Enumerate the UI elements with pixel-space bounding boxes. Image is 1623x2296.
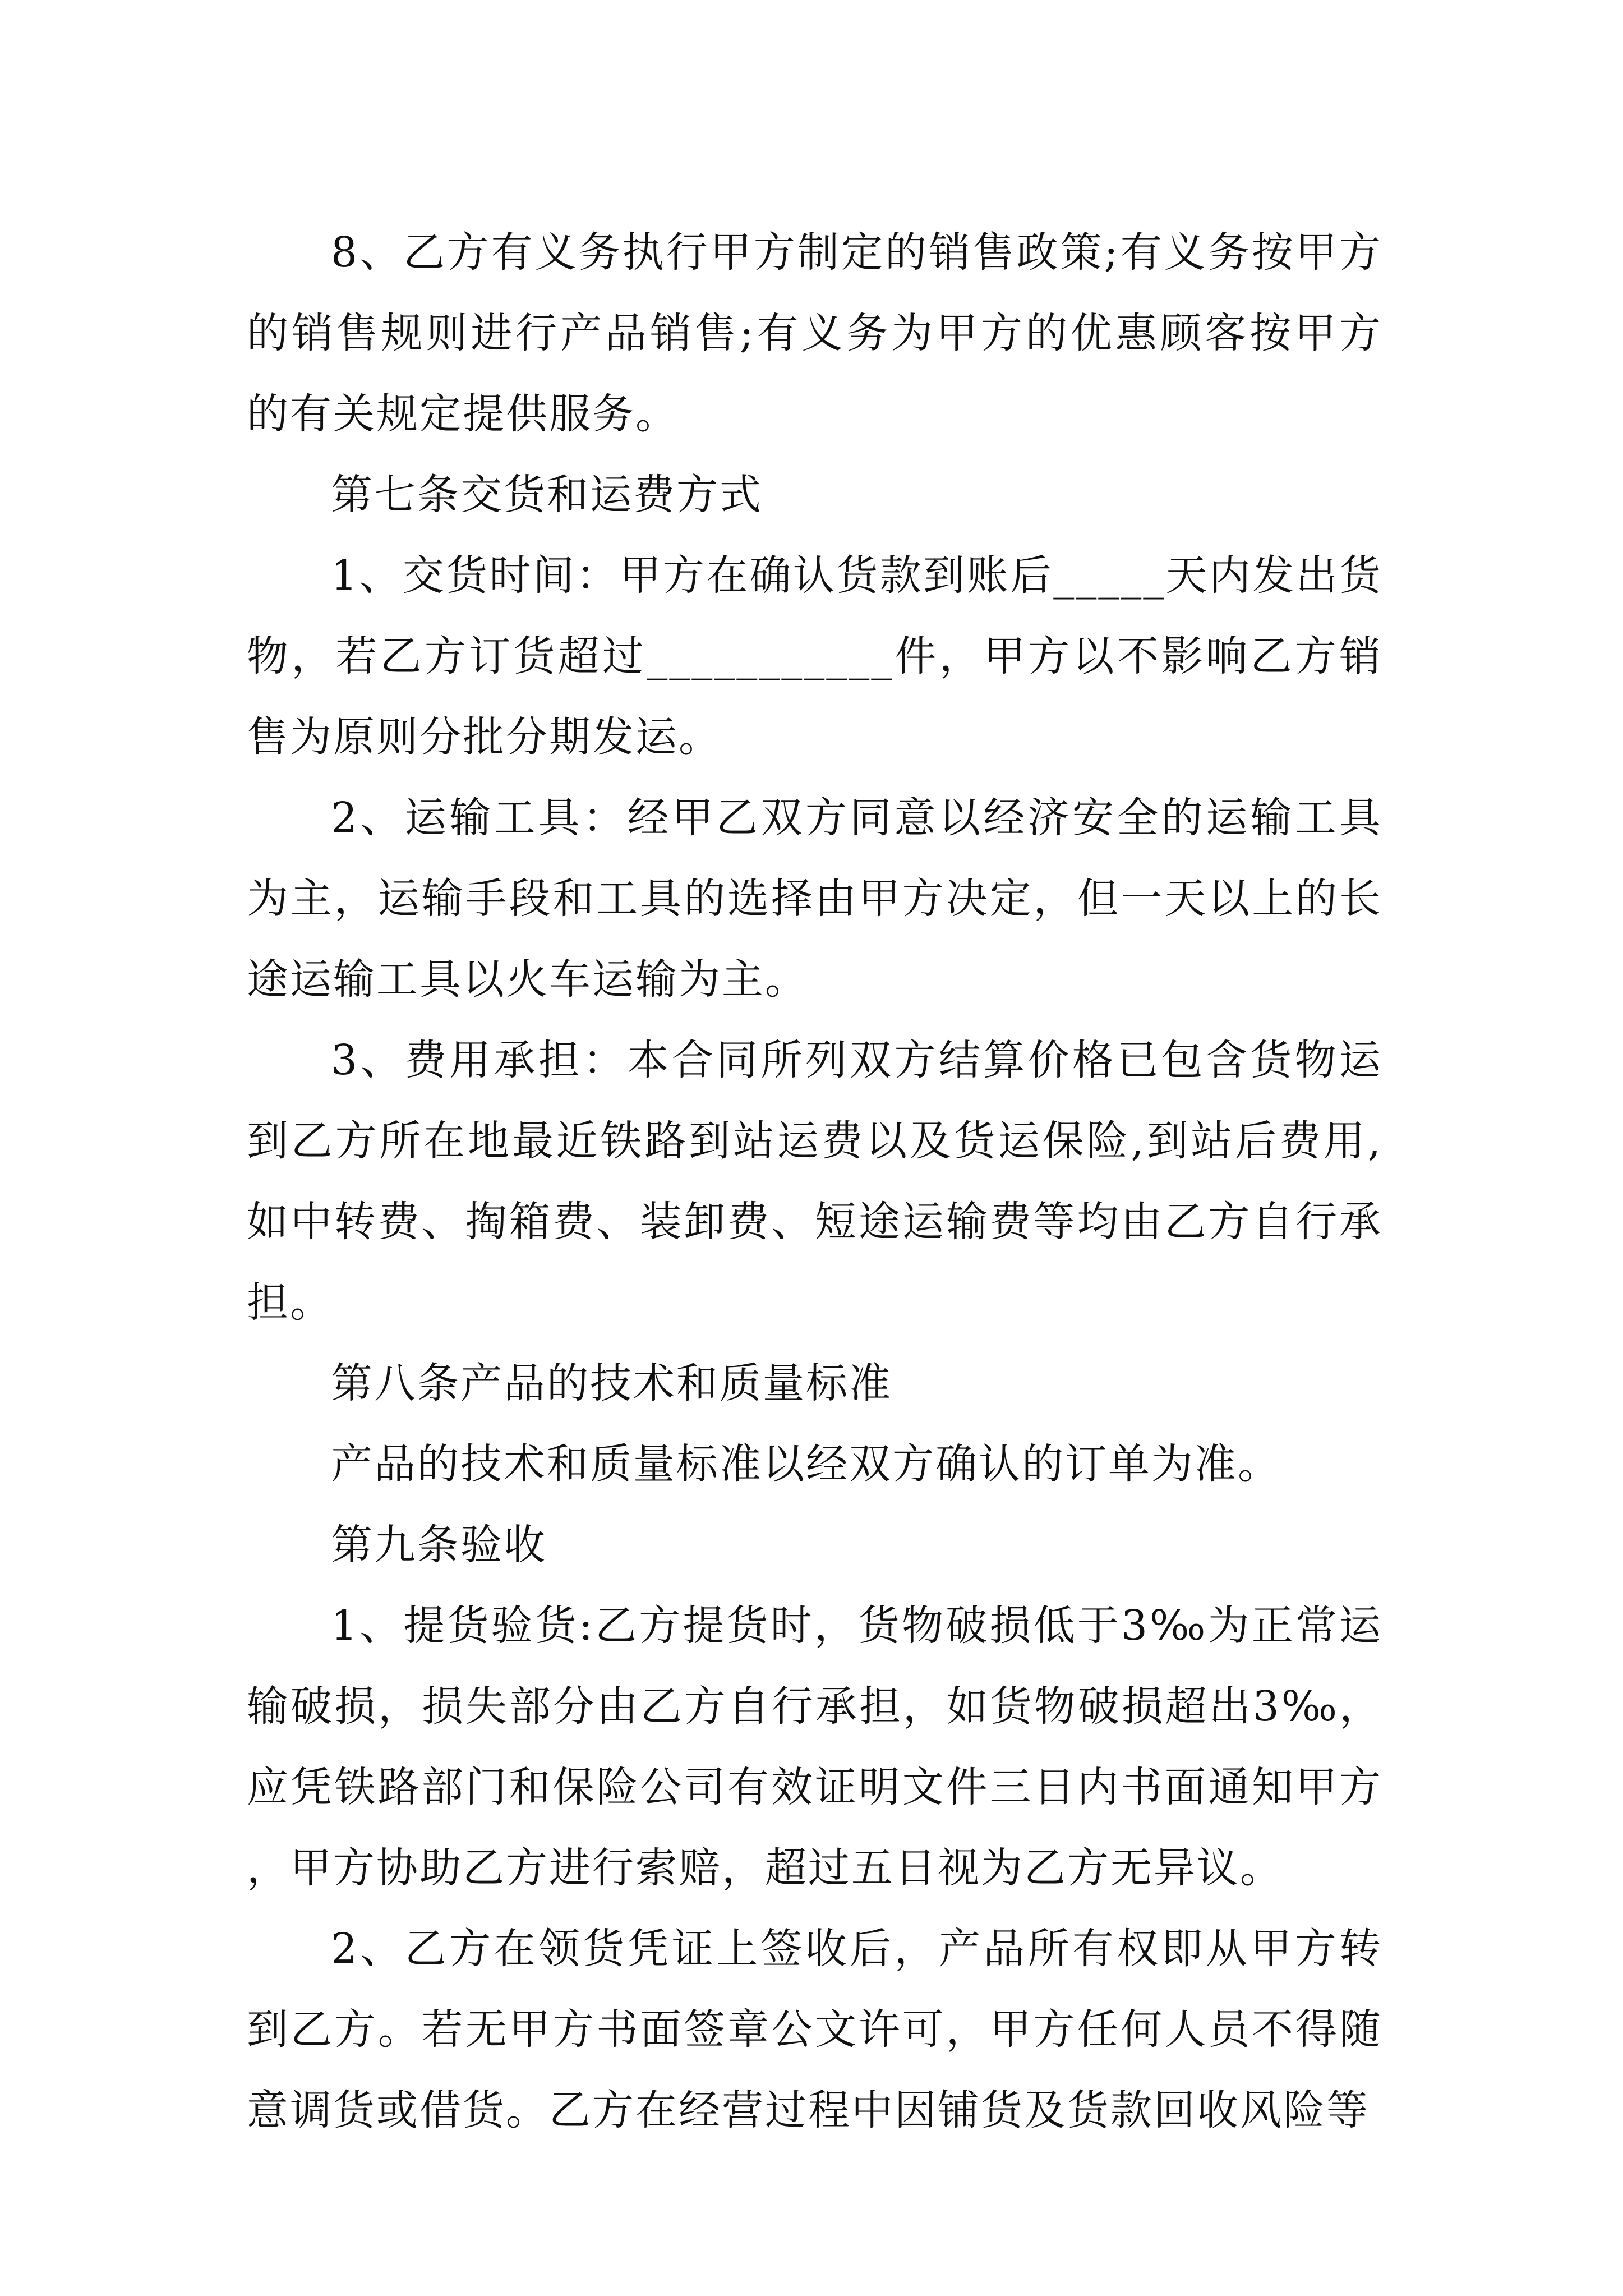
transport-tool-paragraph: 2、运输工具：经甲乙双方同意以经济安全的运输工具为主，运输手段和工具的选择由甲方决定，但一天以上的长途运输工具以火车运输为主。: [247, 794, 1382, 1004]
cost-bearing-paragraph: 3、费用承担：本合同所列双方结算价格已包含货物运到乙方所在地最近铁路到站运费以及货运保险,到站后费用,如中转费、掏箱费、装卸费、短途运输费等均由乙方自行承担。: [247, 1036, 1382, 1327]
article-8-heading: 第八条产品的技术和质量标准: [331, 1359, 892, 1407]
pickup-inspection-paragraph: 1、提货验货:乙方提货时，货物破损低于3‰为正常运输破损，损失部分由乙方自行承担，如货物破损超出3‰，应凭铁路部门和保险公司有效证明文件三日内书面通知甲方，甲方协助乙方进行索赔，超过五日视为乙方无异议。: [247, 1602, 1382, 1892]
article-9-heading: 第九条验收: [331, 1521, 547, 1569]
quality-standard-paragraph: 产品的技术和质量标准以经双方确认的订单为准。: [331, 1440, 1281, 1488]
ownership-transfer-paragraph: 2、乙方在领货凭证上签收后，产品所有权即从甲方转到乙方。若无甲方书面签章公文许可，甲方任何人员不得随意调货或借货。乙方在经营过程中因铺货及货款回收风险等: [247, 1925, 1382, 2134]
clause-8-paragraph: 8、乙方有义务执行甲方制定的销售政策;有义务按甲方的销售规则进行产品销售;有义务为甲方的优惠顾客按甲方的有关规定提供服务。: [247, 228, 1382, 438]
delivery-time-paragraph: 1、交货时间：甲方在确认货款到账后_____天内发出货物，若乙方订货超过___________件，甲方以不影响乙方销售为原则分批分期发运。: [247, 551, 1382, 761]
document-body: [247, 212, 1382, 2151]
article-7-heading: 第七条交货和运费方式: [331, 471, 763, 519]
